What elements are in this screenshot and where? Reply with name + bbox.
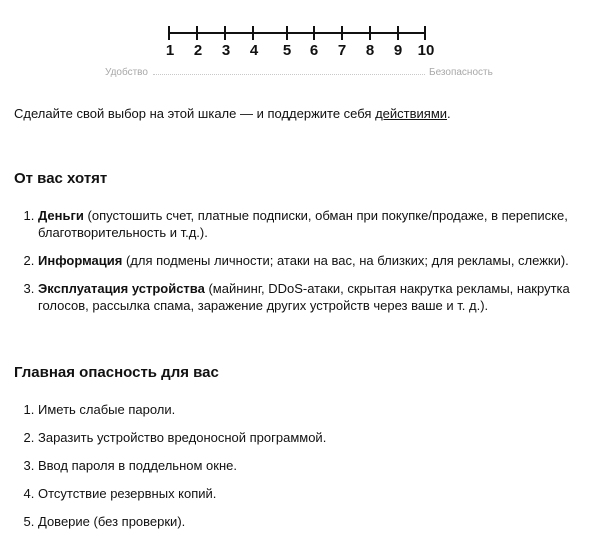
scale-line xyxy=(168,32,426,34)
actions-link[interactable]: действиями xyxy=(375,106,448,121)
item-text: (опустошить счет, платные подписки, обман при покупке/продаже, в переписке, благотворительность и т.д.). xyxy=(38,208,568,240)
scale-tick xyxy=(341,26,343,40)
intro-paragraph xyxy=(14,106,451,121)
scale-number: 8 xyxy=(365,42,375,59)
intro-end: . xyxy=(447,106,451,121)
list-item xyxy=(38,252,578,269)
scale-dotted-line xyxy=(153,74,425,75)
dangers-list xyxy=(14,401,578,541)
scale-right-label: Безопасность xyxy=(429,67,493,78)
scale-number: 9 xyxy=(393,42,403,59)
scale-tick xyxy=(196,26,198,40)
scale-number: 5 xyxy=(282,42,292,59)
security-scale xyxy=(0,0,600,90)
scale-number: 3 xyxy=(221,42,231,59)
item-bold: Эксплуатация устройства xyxy=(38,281,205,296)
scale-number: 2 xyxy=(193,42,203,59)
scale-number: 10 xyxy=(417,42,435,59)
scale-number: 6 xyxy=(309,42,319,59)
list-item xyxy=(38,207,578,241)
section-title-dangers: Главная опасность для вас xyxy=(14,364,219,381)
scale-tick xyxy=(286,26,288,40)
item-text: (майнинг, DDoS-атаки, скрытая накрутка рекламы, накрутка голосов, рассылка спама, заражение других устройств через ваше и т. д.). xyxy=(38,281,570,313)
section-title-wants: От вас хотят xyxy=(14,170,108,187)
scale-left-label: Удобство xyxy=(105,67,148,78)
scale-tick xyxy=(168,26,170,40)
scale-tick xyxy=(313,26,315,40)
item-text: (для подмены личности; атаки на вас, на близких; для рекламы, слежки). xyxy=(122,253,569,268)
list-item: 2. Заразить устройство вредоносной программой. xyxy=(38,429,578,446)
scale-tick xyxy=(224,26,226,40)
list-item: 1. Иметь слабые пароли. xyxy=(38,401,578,418)
wants-list xyxy=(14,207,578,325)
scale-tick xyxy=(424,26,426,40)
scale-number: 7 xyxy=(337,42,347,59)
item-bold: Деньги xyxy=(38,208,84,223)
intro-text: Сделайте свой выбор на этой шкале — и поддержите себя xyxy=(14,106,376,121)
scale-tick xyxy=(397,26,399,40)
list-item: 5. Доверие (без проверки). xyxy=(38,513,578,530)
scale-number: 4 xyxy=(249,42,259,59)
scale-number: 1 xyxy=(165,42,175,59)
scale-tick xyxy=(252,26,254,40)
item-bold: Информация xyxy=(38,253,123,268)
scale-tick xyxy=(369,26,371,40)
list-item xyxy=(38,280,578,314)
list-item: 4. Отсутствие резервных копий. xyxy=(38,485,578,502)
list-item: 3. Ввод пароля в поддельном окне. xyxy=(38,457,578,474)
